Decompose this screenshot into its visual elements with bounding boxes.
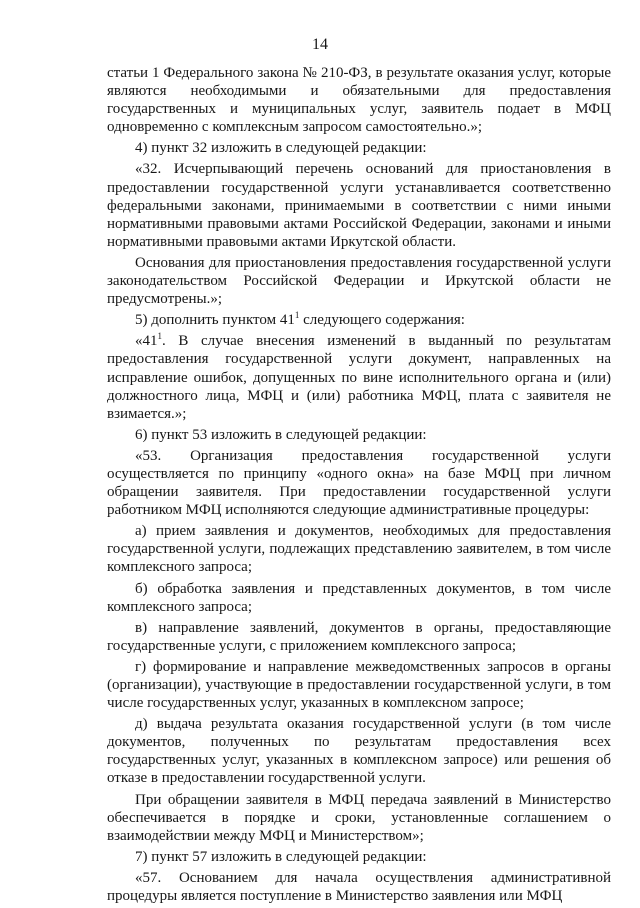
- document-body: [107, 64, 611, 908]
- paragraph-transfer: При обращении заявителя в МФЦ передача заявлений в Министерство обеспечивается в порядке и сроки, установленные соглашением о взаимодействии между МФЦ и Министерством»;: [107, 791, 611, 844]
- paragraph-amendment-7: 7) пункт 57 изложить в следующей редакции:: [135, 848, 427, 865]
- paragraph-continuation: статьи 1 Федерального закона № 210-ФЗ, в результате оказания услуг, которые являются необходимыми и обязательными для предоставления государственных и муниципальных услуг, заявитель подает в МФЦ одновременно с комплексным запросом самостоятельно.»;: [107, 65, 611, 136]
- paragraph-text: следующего содержания:: [299, 312, 465, 329]
- paragraph-procedure-d: д) выдача результата оказания государственной услуги (в том числе документов, полученных по результатам предоставления всех государственных услуг, указанных в комплексном запросе) или решения об отказе в предоставлении государственной услуги.: [107, 716, 611, 787]
- paragraph-text: . В случае внесения изменений в выданный по результатам предоставления государственной услуги документ, направленных на исправление ошибок, допущенных по вине исполнительного органа и (или) должностного лица, МФЦ и (или) работника МФЦ, плата с заявителя не взимается.»;: [107, 333, 611, 422]
- paragraph-amendment-4: 4) пункт 32 изложить в следующей редакции:: [135, 140, 427, 157]
- paragraph-procedure-a: а) прием заявления и документов, необходимых для предоставления государственной услуги, подлежащих представлению заявителем, в том числе комплексного запроса;: [107, 523, 611, 576]
- paragraph-clause-41-1: [107, 332, 611, 422]
- paragraph-procedure-g: г) формирование и направление межведомственных запросов в органы (организации), участвующие в предоставлении государственной услуги, в том числе государственных услуг, указанных в комплексном запросе;: [107, 658, 611, 712]
- paragraph-text: 5) дополнить пунктом 41: [135, 312, 295, 329]
- paragraph-clause-32: «32. Исчерпывающий перечень оснований для приостановления в предоставлении государственной услуги устанавливается соответственно федеральными законами, принимаемыми в соответствии с ними иными нормативными правовыми актами Российской Федерации, законами и иными нормативными правовыми актами Иркутской области.: [107, 161, 611, 250]
- paragraph-text: «41: [135, 333, 158, 350]
- paragraph-procedure-v: в) направление заявлений, документов в органы, предоставляющие государственные услуги, с приложением комплексного запроса;: [107, 619, 611, 654]
- superscript: 1: [294, 310, 300, 321]
- paragraph-clause-53: «53. Организация предоставления государственной услуги осуществляется по принципу «одного окна» на базе МФЦ при личном обращении заявителя. При предоставлении государственной услуги работником МФЦ исполняются следующие административные процедуры:: [107, 447, 611, 519]
- paragraph-amendment-5: [107, 311, 611, 329]
- paragraph-suspension-grounds: Основания для приостановления предоставления государственной услуги законодательством Российской Федерации и Иркутской области не предусмотрены.»;: [107, 254, 611, 308]
- paragraph-amendment-6: 6) пункт 53 изложить в следующей редакции:: [135, 426, 427, 443]
- paragraph-clause-57: «57. Основанием для начала осуществления административной процедуры является поступление в Министерство заявления или МФЦ: [107, 869, 611, 905]
- paragraph-procedure-b: б) обработка заявления и представленных документов, в том числе комплексного запроса;: [107, 580, 611, 615]
- superscript: 1: [157, 331, 162, 342]
- page-number: 14: [312, 36, 328, 53]
